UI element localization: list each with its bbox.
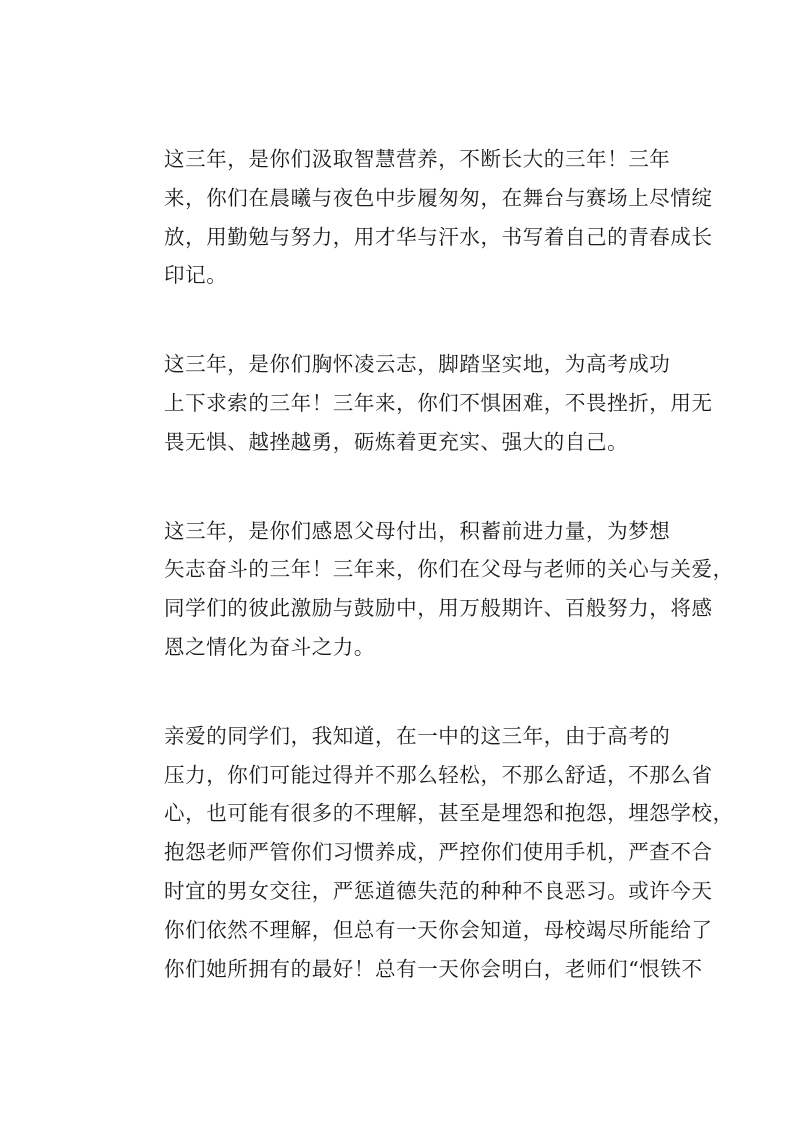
text-line: 抱怨老师严管你们习惯养成，严控你们使用手机，严查不合: [164, 840, 713, 865]
text-line: 来，你们在晨曦与夜色中步履匆匆，在舞台与赛场上尽情绽: [164, 185, 713, 210]
text-line: 这三年，是你们汲取智慧营养，不断长大的三年！三年: [164, 147, 671, 171]
text-line: 你们她所拥有的最好！总有一天你会明白，老师们“恨铁不: [164, 956, 703, 981]
text-line: 上下求索的三年！三年来，你们不惧困难，不畏挫折，用无: [164, 390, 713, 415]
paragraph: [122, 717, 734, 989]
text-line: 畏无惧、越挫越勇，砺炼着更充实、强大的自己。: [164, 429, 629, 454]
text-line: 恩之情化为奋斗之力。: [164, 634, 375, 659]
text-line: 亲爱的同学们，我知道，在一中的这三年，由于高考的: [164, 723, 671, 748]
paragraph: [122, 345, 713, 461]
document-body: [122, 140, 734, 1038]
paragraph: [122, 140, 713, 295]
paragraph: [122, 512, 734, 667]
text-line: 这三年，是你们胸怀凌云志，脚踏坚实地，为高考成功: [164, 352, 671, 377]
text-line: 印记。: [164, 263, 228, 288]
text-line: 你们依然不理解，但总有一天你会知道，母校竭尽所能给了: [164, 917, 713, 942]
text-line: 时宜的男女交往，严惩道德失范的种种不良恶习。或许今天: [164, 878, 713, 903]
text-line: 同学们的彼此激励与鼓励中，用万般期许、百般努力，将感: [164, 596, 713, 621]
text-line: 矢志奋斗的三年！三年来，你们在父母与老师的关心与关爱，: [164, 557, 734, 582]
text-line: 放，用勤勉与努力，用才华与汗水，书写着自己的青春成长: [164, 224, 713, 249]
text-line: 心，也可能有很多的不理解，甚至是埋怨和抱怨，埋怨学校，: [164, 801, 734, 826]
text-line: 这三年，是你们感恩父母付出，积蓄前进力量，为梦想: [164, 518, 671, 543]
text-line: 压力，你们可能过得并不那么轻松，不那么舒适，不那么省: [164, 762, 713, 787]
